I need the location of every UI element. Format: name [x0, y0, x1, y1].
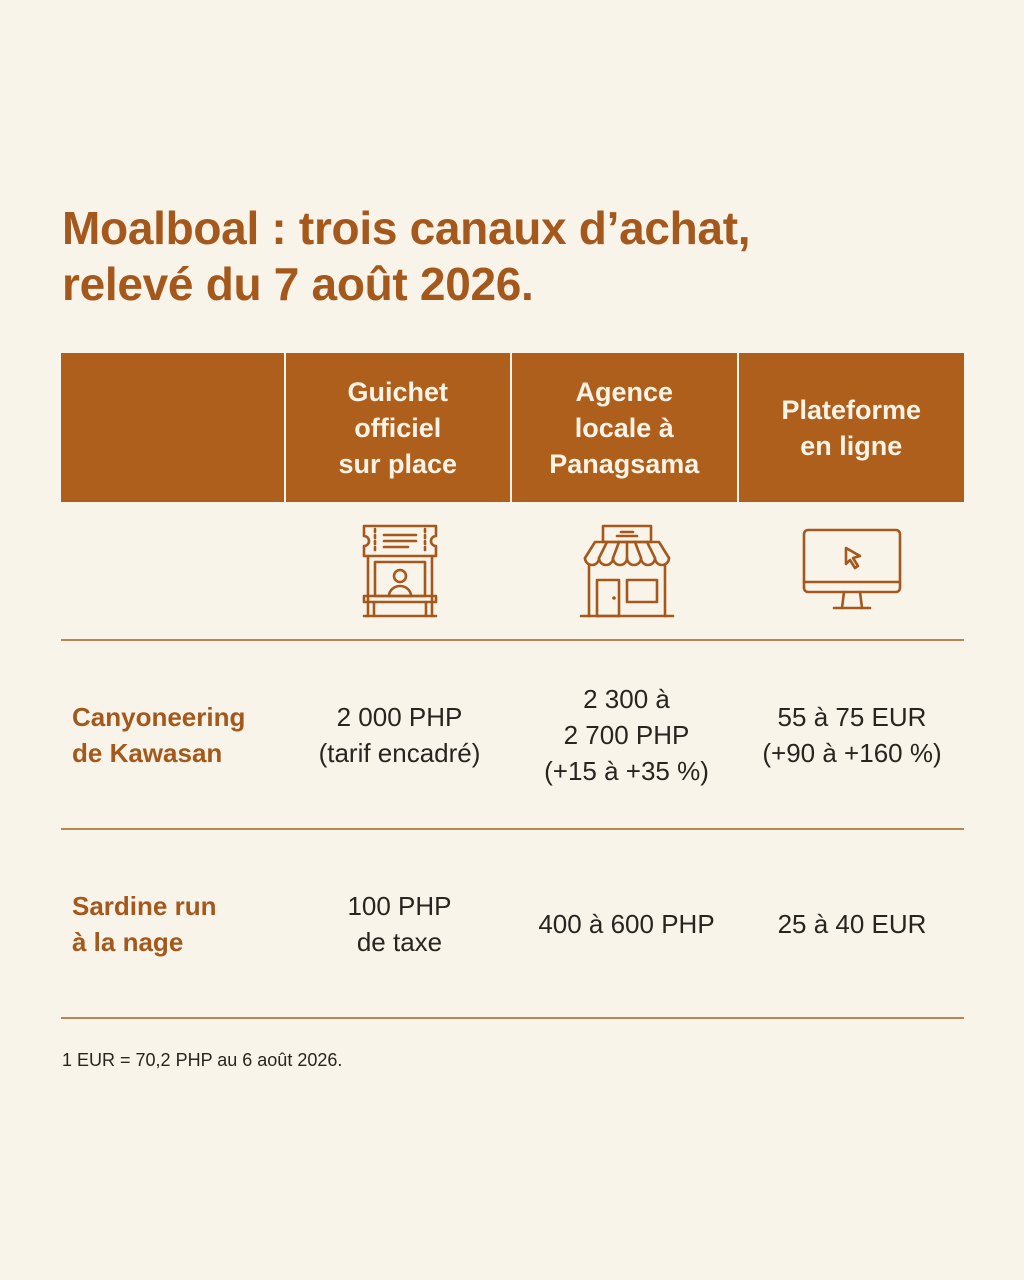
- comparison-table: [61, 353, 964, 1019]
- cell-sardine-guichet: 100 PHP de taxe: [347, 890, 452, 957]
- cell-sardine-plateforme: 25 à 40 EUR: [777, 908, 927, 939]
- header-label-plateforme: Plateforme en ligne: [781, 394, 922, 461]
- computer-monitor-cursor-icon: [800, 526, 904, 616]
- ticket-booth-icon: [360, 522, 440, 620]
- row-label-canyoneering: Canyoneering de Kawasan: [72, 701, 246, 768]
- header-cell-guichet: [286, 353, 511, 502]
- cell-canyoneering-guichet: 2 000 PHP (tarif encadré): [318, 701, 481, 768]
- table-header-row: [61, 353, 964, 502]
- storefront-icon: [577, 522, 677, 620]
- cell-canyoneering-agence: 2 300 à 2 700 PHP (+15 à +35 %): [544, 683, 709, 786]
- title-line-2: relevé du 7 août 2026.: [62, 258, 534, 310]
- header-cell-plateforme: [739, 353, 965, 502]
- title-line-1: Moalboal : trois canaux d’achat,: [62, 202, 751, 254]
- footnote: 1 EUR = 70,2 PHP au 6 août 2026.: [62, 1050, 343, 1070]
- header-label-guichet: Guichet officiel sur place: [338, 376, 458, 479]
- icon-cell-empty: [61, 502, 286, 639]
- table-row: [61, 641, 964, 830]
- page-title: [62, 200, 962, 312]
- header-label-agence: Agence locale à Panagsama: [549, 376, 700, 479]
- table-row: [61, 830, 964, 1019]
- icon-row: [61, 502, 964, 641]
- header-cell-agence: [512, 353, 737, 502]
- header-cell-empty: [61, 353, 284, 502]
- cell-canyoneering-plateforme: 55 à 75 EUR (+90 à +160 %): [762, 701, 942, 768]
- row-label-sardine: Sardine run à la nage: [72, 890, 217, 957]
- cell-sardine-agence: 400 à 600 PHP: [538, 908, 715, 939]
